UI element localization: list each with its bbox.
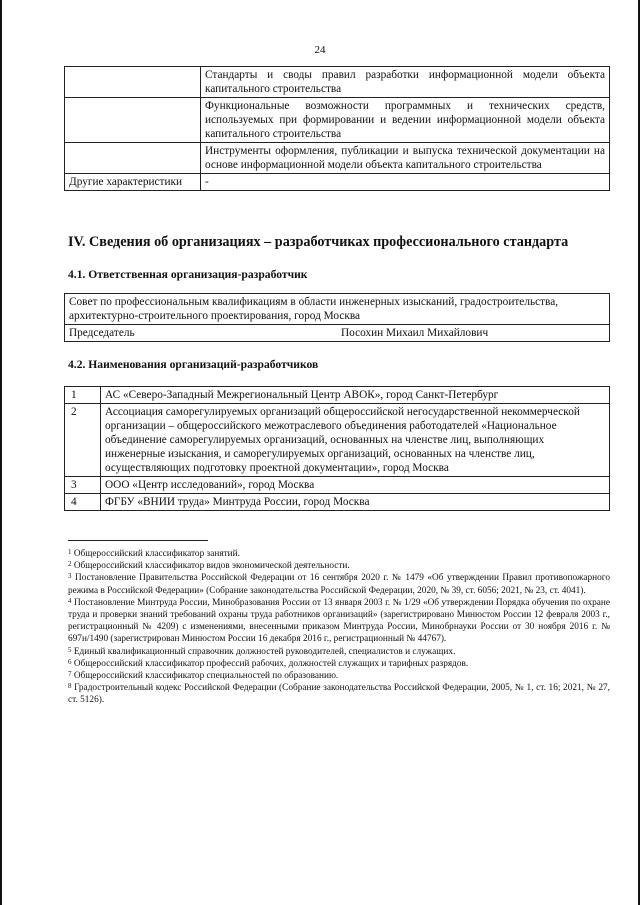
footnote <box>68 670 610 682</box>
footnote-text: Общероссийский классификатор занятий. <box>73 549 240 559</box>
table-row <box>65 174 610 191</box>
footnote <box>68 658 610 670</box>
org-name: ФГБУ «ВНИИ труда» Минтруда России, город Москва <box>101 494 610 511</box>
page-number: 24 <box>314 44 326 56</box>
footnote-mark: 3 <box>68 572 72 581</box>
footnote-mark: 7 <box>68 670 72 679</box>
table-cell: Стандарты и своды правил разработки информационной модели объекта капитального строительства <box>201 67 610 98</box>
table-row <box>65 477 610 494</box>
footnote-mark: 8 <box>68 682 72 691</box>
footnote <box>68 560 610 572</box>
footnote-text: Градостроительный кодекс Российской Федерации (Собрание законодательства Российской Федерации, 2005, № 1, ст. 16; 2021, № 27, ст. 5126). <box>68 683 610 706</box>
footnote-text: Общероссийский классификатор специальностей по образованию. <box>73 671 339 682</box>
org-name: АС «Северо-Западный Межрегиональный Центр АВОК», город Санкт-Петербург <box>101 387 610 404</box>
footnote-text: Единый квалификационный справочник должностей руководителей, специалистов и служащих. <box>73 646 456 657</box>
footnote-mark: 4 <box>68 596 72 605</box>
table-row <box>65 98 610 143</box>
chair-cell <box>65 325 610 342</box>
table-row <box>65 294 610 325</box>
table-row <box>65 404 610 477</box>
footnote <box>68 682 610 706</box>
table-cell: - <box>201 174 610 191</box>
footnote-mark: 2 <box>68 560 72 569</box>
org-name: Ассоциация саморегулируемых организаций общероссийской негосударственной некоммерческой организации – общероссийского межотраслевого объединения работодателей «Национальное объединение саморегулируемых организаций, основанных на членстве лиц, выполняющих инженерные изыскания, и саморегулируемых организаций, основанных на членстве лиц, осуществляющих подготовку проектной документации», город Москва <box>101 404 610 477</box>
developer-orgs-table <box>64 386 610 511</box>
subsection-title: 4.1. Ответственная организация-разработчик <box>68 268 308 281</box>
footnote-separator <box>68 540 208 541</box>
footnotes <box>68 548 610 707</box>
table-cell <box>65 143 201 174</box>
footnote <box>68 572 610 596</box>
table-cell: Инструменты оформления, публикации и выпуска технической документации на основе информационной модели объекта капитального строительства <box>201 143 610 174</box>
org-name: ООО «Центр исследований», город Москва <box>101 477 610 494</box>
footnote-text: Постановление Правительства Российской Федерации от 16 сентября 2020 г. № 1479 «Об утверждении Правил противопожарного режима в Российской Федерации» (Собрание законодательства Российской Федерации, 2020, № 39, ст. 6056; 2021, № 23, ст. 4041). <box>68 573 610 596</box>
table-cell: Другие характеристики <box>65 174 201 191</box>
footnote-text: Общероссийский классификатор видов экономической деятельности. <box>73 561 350 572</box>
subsection-title: 4.2. Наименования организаций-разработчиков <box>68 358 319 371</box>
row-number: 4 <box>65 494 101 511</box>
footnote-mark: 5 <box>68 645 72 654</box>
footnote-mark: 1 <box>68 548 72 556</box>
footnote-text: Постановление Минтруда России, Минобразования России от 13 января 2003 г. № 1/29 «Об утверждении Порядка обучения по охране труда и проверки знаний требований охраны труда работников организаций» (зарегистрировано Минюстом России 12 февраля 2003 г., регистрационный № 4209) с изменениями, внесенными приказом Минтруда России, Минобрнауки России от 30 ноября 2016 г. № 697н/1490 (зарегистрирован Минюстом России 16 декабря 2016 г., регистрационный № 44767). <box>68 597 610 645</box>
table-cell: Функциональные возможности программных и технических средств, используемых при формировании и ведении информационной модели объекта капитального строительства <box>201 98 610 143</box>
row-number: 2 <box>65 404 101 477</box>
footnote-text: Общероссийский классификатор профессий рабочих, должностей служащих и тарифных разрядов. <box>73 658 469 669</box>
table-row <box>65 494 610 511</box>
responsible-org-table <box>64 293 610 342</box>
table-row <box>65 387 610 404</box>
table-cell <box>65 98 201 143</box>
table-row <box>65 325 610 342</box>
footnote-mark: 6 <box>68 657 72 666</box>
section-title: IV. Сведения об организациях – разработчиках профессионального стандарта <box>68 234 569 250</box>
footnote <box>68 597 610 646</box>
chair-row <box>69 326 605 340</box>
row-number: 3 <box>65 477 101 494</box>
chair-role: Председатель <box>69 327 135 339</box>
chair-name: Посохин Михаил Михайлович <box>341 327 489 339</box>
table-row <box>65 67 610 98</box>
row-number: 1 <box>65 387 101 404</box>
table-row <box>65 143 610 174</box>
footnote <box>68 646 610 658</box>
footnote <box>68 548 610 560</box>
org-name: Совет по профессиональным квалификациям в области инженерных изысканий, градостроительства, архитектурно-строительного проектирования, город Москва <box>65 294 610 325</box>
characteristics-table <box>64 66 610 191</box>
table-cell <box>65 67 201 98</box>
